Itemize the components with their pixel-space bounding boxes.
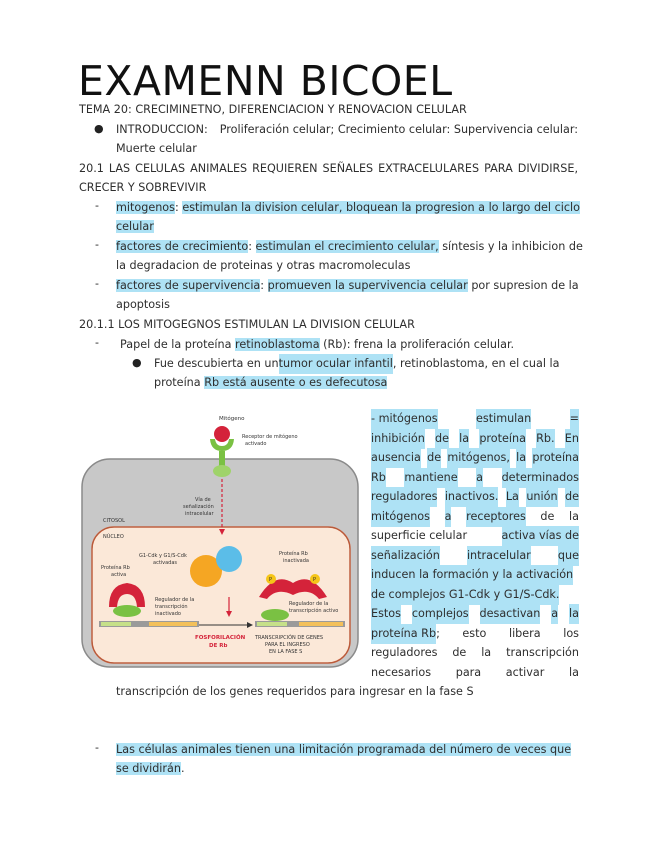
side-word: de (565, 487, 579, 507)
side-line-2 (371, 429, 579, 449)
label-nucleo: NÚCLEO (103, 534, 124, 540)
side-word: la (569, 604, 579, 624)
side-line-10 (371, 585, 579, 605)
side-line-14 (371, 663, 579, 683)
bullet-factores-supervivencia-cont: apoptosis (116, 298, 170, 311)
label-cdk-1: G1-Cdk y G1/S-Cdk (139, 553, 187, 559)
side-line-9 (371, 565, 579, 585)
dna-left-gene (149, 622, 197, 626)
dna-left-site (101, 622, 131, 626)
side-line-3 (371, 448, 579, 468)
side-text: superficie celular (371, 529, 468, 542)
label-reg-3: inactivado (155, 611, 181, 617)
term-mitogenos: mitogenos (116, 201, 175, 214)
section-20-1-line-1: 20.1 LAS CELULAS ANIMALES REQUIEREN SEÑALES EXTRACELULARES PARA DIVIDIRSE, (79, 162, 578, 175)
side-word: a (445, 507, 452, 527)
term-separator: : (260, 279, 265, 292)
last-text-2: se dividirán (116, 762, 181, 775)
side-line-11 (371, 604, 579, 624)
label-rb-inactivada-2: inactivada (283, 558, 309, 564)
label-reg-2: transcripción (155, 604, 188, 610)
regulator-inactive-icon (113, 605, 141, 617)
side-word: reguladores (371, 646, 438, 659)
intro-label: INTRODUCCION: (116, 123, 208, 136)
side-text-hl: inducen la formación y la activación (371, 565, 573, 585)
dna-right-gene (299, 622, 343, 626)
side-word: ausencia (371, 448, 421, 468)
section-20-1-line-2: CRECER Y SOBREVIVIR (79, 181, 207, 194)
dash-bullet-icon: - (95, 238, 99, 251)
side-word: necesarios (371, 666, 432, 679)
label-reg-1: Regulador de la (155, 597, 195, 603)
bullet-mitogenos-cont (116, 217, 154, 237)
side-word: Estos (371, 604, 401, 624)
side-line-15: transcripción de los genes requeridos para ingresar en la fase S (116, 685, 474, 698)
side-word: La (506, 487, 519, 507)
side-word: para (455, 666, 482, 679)
label-via-1: Vía de (195, 497, 211, 503)
def-factores-crecimiento-rest: síntesis y la inhibicion de (438, 240, 583, 253)
side-word: la (516, 448, 526, 468)
label-p: P (269, 577, 273, 583)
rb-sub-pre: Fue descubierta en un (154, 357, 279, 370)
side-word: a (551, 604, 558, 624)
rb-term: retinoblastoma (235, 338, 320, 351)
side-line-13 (371, 643, 579, 663)
cyclin-icon (216, 546, 242, 572)
intro-line-2: Muerte celular (116, 142, 197, 155)
side-word: la (459, 429, 469, 449)
side-word: la (569, 666, 579, 679)
side-word: de (435, 429, 449, 449)
term-separator: : (248, 240, 252, 253)
label-rb-inactivada-1: Proteína Rb (279, 551, 308, 557)
side-word: En (565, 429, 579, 449)
side-line-5 (371, 487, 579, 507)
side-word: mantiene (404, 468, 457, 488)
label-receptor-2: activado (245, 441, 267, 447)
term-factores-crecimiento: factores de crecimiento (116, 240, 249, 253)
intro-text-1: Proliferación celular; Crecimiento celular: Supervivencia celular: (219, 123, 578, 136)
label-regact-2: transcripción activo (289, 608, 339, 614)
label-trans-3: EN LA FASE S (269, 649, 303, 655)
intro-line-1 (116, 120, 578, 140)
side-word: de (427, 448, 441, 468)
last-text-1: Las células animales tienen una limitación programada del número de veces que (116, 743, 572, 756)
receptor-tail (213, 465, 231, 477)
rb-sub2-pre: proteína (154, 376, 205, 389)
label-regact-1: Regulador de la (289, 601, 329, 607)
side-line-12 (371, 624, 579, 644)
label-trans-2: PARA EL INGRESO (265, 642, 310, 648)
side-word: a (476, 468, 483, 488)
def-mitogenos-cont: celular (116, 220, 154, 233)
rb-sub-term: tumor ocular infantil (279, 354, 393, 374)
side-word: unión (526, 487, 557, 507)
side-text-hl: activa vías de (502, 526, 580, 546)
side-text-hl: de complejos G1-Cdk y G1/S-Cdk. (371, 585, 559, 605)
label-fosfo-1: FOSFORILACIÓN (195, 635, 246, 641)
side-word: estimulan (476, 409, 531, 429)
side-word: - mitógenos (371, 409, 438, 429)
label-trans-1: TRANSCRIPCIÓN DE GENES (255, 635, 324, 641)
side-word: que (558, 546, 579, 566)
label-citosol: CITOSOL (103, 518, 125, 524)
rb-sub-post: , retinoblastoma, en el cual la (392, 357, 560, 370)
label-rb-activa-1: Proteína Rb (101, 565, 130, 571)
side-line-8 (371, 546, 579, 566)
label-cdk-2: activadas (153, 560, 178, 566)
side-word: = (570, 409, 579, 429)
side-word: inhibición (371, 429, 425, 449)
side-text-hl: proteína Rb (371, 624, 436, 644)
label-mitogeno: Mitógeno (219, 416, 245, 422)
side-line-1 (371, 409, 579, 429)
side-word: complejos (412, 604, 469, 624)
dash-bullet-icon: - (95, 336, 99, 349)
receptor-stem (219, 451, 225, 467)
side-word: determinados (502, 468, 579, 488)
rb-sub2-term: Rb está ausente o es defecutosa (204, 376, 388, 389)
rb-line (120, 335, 514, 355)
topic-heading: TEMA 20: CRECIMINETNO, DIFERENCIACION Y RENOVACION CELULAR (79, 103, 467, 116)
rb-sub-line-1 (154, 354, 578, 374)
label-via-2: señalización (183, 504, 214, 510)
side-line-4 (371, 468, 579, 488)
side-word: la (569, 510, 579, 523)
side-word: receptores (466, 507, 526, 527)
dash-bullet-icon: - (95, 741, 99, 754)
def-factores-crecimiento: estimulan el crecimiento celular, (255, 240, 439, 253)
section-20-1-1-heading: 20.1.1 LOS MITOGEGNOS ESTIMULAN LA DIVISION CELULAR (79, 318, 415, 331)
document-title: EXAMENN BICOEL (78, 57, 453, 105)
side-word: Rb. (536, 429, 554, 449)
bullet-dot-icon: ● (132, 356, 142, 369)
side-line-6 (371, 507, 579, 527)
label-fosfo-2: DE Rb (209, 643, 228, 649)
bullet-factores-crecimiento-cont: la degradacion de proteinas y otras macromoleculas (116, 259, 411, 272)
side-word: proteína (479, 429, 526, 449)
def-factores-supervivencia: promueven la supervivencia celular (267, 279, 468, 292)
side-word: intracelular (467, 546, 531, 566)
side-text: ; esto libera los (436, 627, 579, 640)
last-line-2 (116, 759, 185, 779)
label-receptor: Receptor de mitógeno (242, 434, 298, 440)
last-line-1 (116, 740, 571, 760)
rb-sub-line-2 (154, 373, 387, 393)
label-rb-activa-2: activa (111, 572, 127, 578)
label-via-3: intracelular (185, 511, 214, 517)
side-word: la (481, 646, 492, 659)
side-line-7 (371, 526, 579, 546)
rb-pre: Papel de la proteína (120, 338, 235, 351)
side-word: proteína (532, 448, 579, 468)
def-factores-supervivencia-rest: por supresion de la (467, 279, 579, 292)
side-word: de (452, 646, 467, 659)
side-word: activar (505, 666, 545, 679)
def-mitogenos: estimulan la division celular, bloquean la progresion a lo largo del ciclo (182, 201, 580, 214)
dash-bullet-icon: - (95, 277, 99, 290)
side-word: señalización (371, 546, 440, 566)
side-word: mitógenos (371, 507, 430, 527)
regulator-active-icon (261, 609, 289, 621)
bullet-mitogenos (116, 198, 580, 218)
rb-pathway-figure (79, 411, 361, 671)
last-text-end: . (180, 762, 185, 775)
side-word: mitógenos, (447, 448, 510, 468)
bullet-factores-supervivencia (116, 276, 579, 296)
dna-right-site (257, 622, 287, 626)
side-word: transcripción (506, 646, 579, 659)
bullet-dot-icon: ● (94, 122, 104, 135)
side-word: desactivan (480, 604, 541, 624)
mitogen-icon (214, 426, 230, 442)
term-separator: : (175, 201, 179, 214)
label-p: P (313, 577, 317, 583)
rb-post: (Rb): frena la proliferación celular. (319, 338, 515, 351)
term-factores-supervivencia: factores de supervivencia (116, 279, 261, 292)
bullet-factores-crecimiento (116, 237, 583, 257)
side-word: reguladores (371, 487, 437, 507)
side-word: inactivos. (445, 487, 499, 507)
dash-bullet-icon: - (95, 199, 99, 212)
side-word: de (540, 510, 555, 523)
side-word: Rb (371, 468, 386, 488)
